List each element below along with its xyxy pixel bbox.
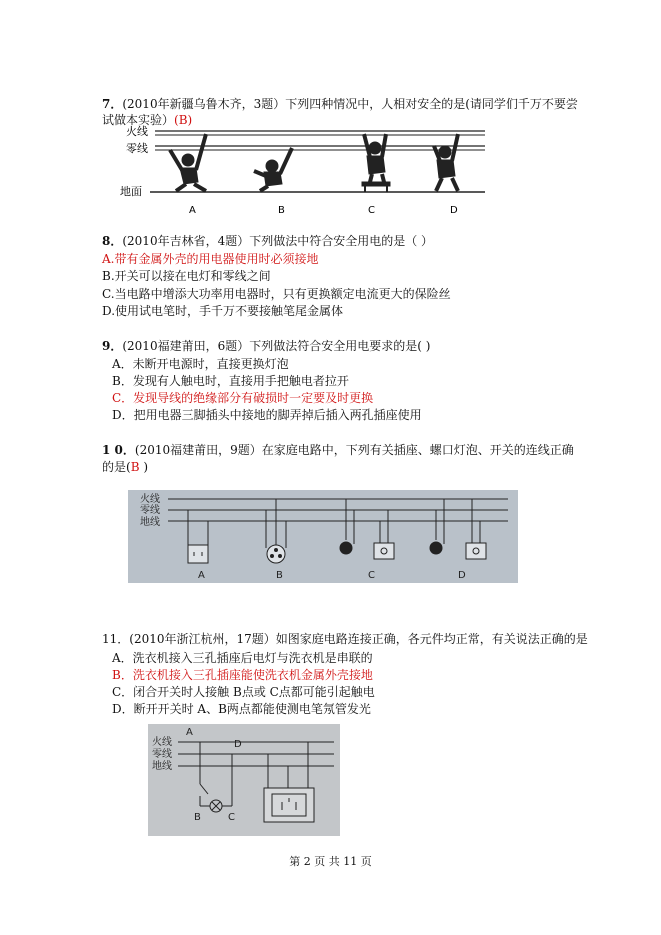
q10-label-a: A (198, 570, 205, 581)
q7-label-a: A (189, 205, 196, 216)
q9-stem: (2010福建莆田，6题）下列做法符合安全用电要求的是( ) (122, 339, 431, 353)
q11-figure (148, 724, 340, 836)
q9-option-a: A．未断开电源时，直接更换灯泡 (112, 357, 289, 371)
q9-option-b: B．发现有人触电时，直接用手把触电者拉开 (112, 374, 349, 388)
q11-point-b: B (194, 812, 201, 823)
q11-stem: (2010年浙江杭州，17题）如图家庭电路连接正确，各元件均正常，有关说法正确的是 (129, 632, 588, 646)
q8-option-a: A.带有金属外壳的用电器使用时必须接地 (102, 252, 319, 266)
q8-option-c: C.当电路中增添大功率用电器时，只有更换额定电流更大的保险丝 (102, 287, 451, 301)
q7-person-c (362, 134, 390, 192)
q11-ground-label: 地线 (152, 761, 172, 772)
q10-label-d: D (458, 570, 466, 581)
q7-zero-label: 零线 (126, 142, 148, 155)
q10-line-1 (102, 442, 574, 458)
q7-person-b (254, 148, 292, 191)
q8-stem-line (102, 233, 433, 249)
q7-number: 7． (102, 97, 123, 111)
q7-text-2: 试做本实验） (102, 113, 175, 127)
q10-figure (128, 490, 518, 583)
q9-option-d: D．把用电器三脚插头中接地的脚弄掉后插入两孔插座使用 (112, 408, 422, 422)
q11-option-a: A．洗衣机接入三孔插座后电灯与洗衣机是串联的 (112, 651, 373, 665)
q11-stem-line (102, 631, 588, 647)
q7-ground-label: 地面 (120, 185, 142, 198)
q10-text-1: (2010福建莆田，9题）在家庭电路中，下列有关插座、螺口灯泡、开关的连线正确 (134, 443, 574, 457)
q10-fire-label: 火线 (140, 494, 160, 505)
q10-label-b: B (276, 570, 283, 581)
q11-number: 11． (102, 632, 130, 646)
q10-line-2 (102, 459, 148, 475)
q10-text-2a: 的是( (102, 460, 131, 474)
q10-text-2b: ) (139, 460, 149, 474)
q10-zero-label: 零线 (140, 505, 160, 516)
q9-number: 9． (102, 339, 123, 353)
q11-point-d: D (234, 739, 242, 750)
q8-option-b: B.开关可以接在电灯和零线之间 (102, 269, 271, 283)
q10-ground-label: 地线 (140, 517, 160, 528)
q7-text-1: (2010年新疆乌鲁木齐，3题）下列四种情况中，人相对安全的是(请同学们千万不要尝 (122, 97, 578, 111)
q7-label-c: C (368, 205, 375, 216)
page-footer: 第 2 页 共 11 页 (289, 855, 372, 868)
q11-option-c: C．闭合开关时人接触 B点或 C点都可能引起触电 (112, 685, 375, 699)
q10-number: 1 0． (102, 443, 135, 457)
q11-option-b: B．洗衣机接入三孔插座能使洗衣机金属外壳接地 (112, 668, 373, 682)
q10-answer: B (130, 460, 140, 474)
q9-stem-line (102, 338, 430, 354)
q11-zero-label: 零线 (152, 749, 172, 760)
q7-person-d (434, 134, 458, 191)
q7-label-b: B (278, 205, 285, 216)
q8-option-d: D.使用试电笔时，手千万不要接触笔尾金属体 (102, 304, 344, 318)
q9-option-c: C．发现导线的绝缘部分有破损时一定要及时更换 (112, 391, 374, 405)
q7-fire-label: 火线 (126, 125, 148, 138)
q8-number: 8． (102, 234, 123, 248)
q7-answer: (B) (174, 113, 193, 127)
q8-stem: (2010年吉林省，4题）下列做法中符合安全用电的是（ ） (122, 234, 434, 248)
q11-point-c: C (228, 812, 235, 823)
q7-label-d: D (450, 205, 458, 216)
q11-point-a: A (186, 727, 193, 738)
q7-figure (100, 124, 500, 220)
q11-fire-label: 火线 (152, 737, 172, 748)
q10-label-c: C (368, 570, 375, 581)
q7-line-1 (102, 96, 578, 112)
q7-person-a (170, 134, 206, 191)
q11-option-d: D．断开开关时 A、B两点都能使测电笔氖管发光 (112, 702, 371, 716)
